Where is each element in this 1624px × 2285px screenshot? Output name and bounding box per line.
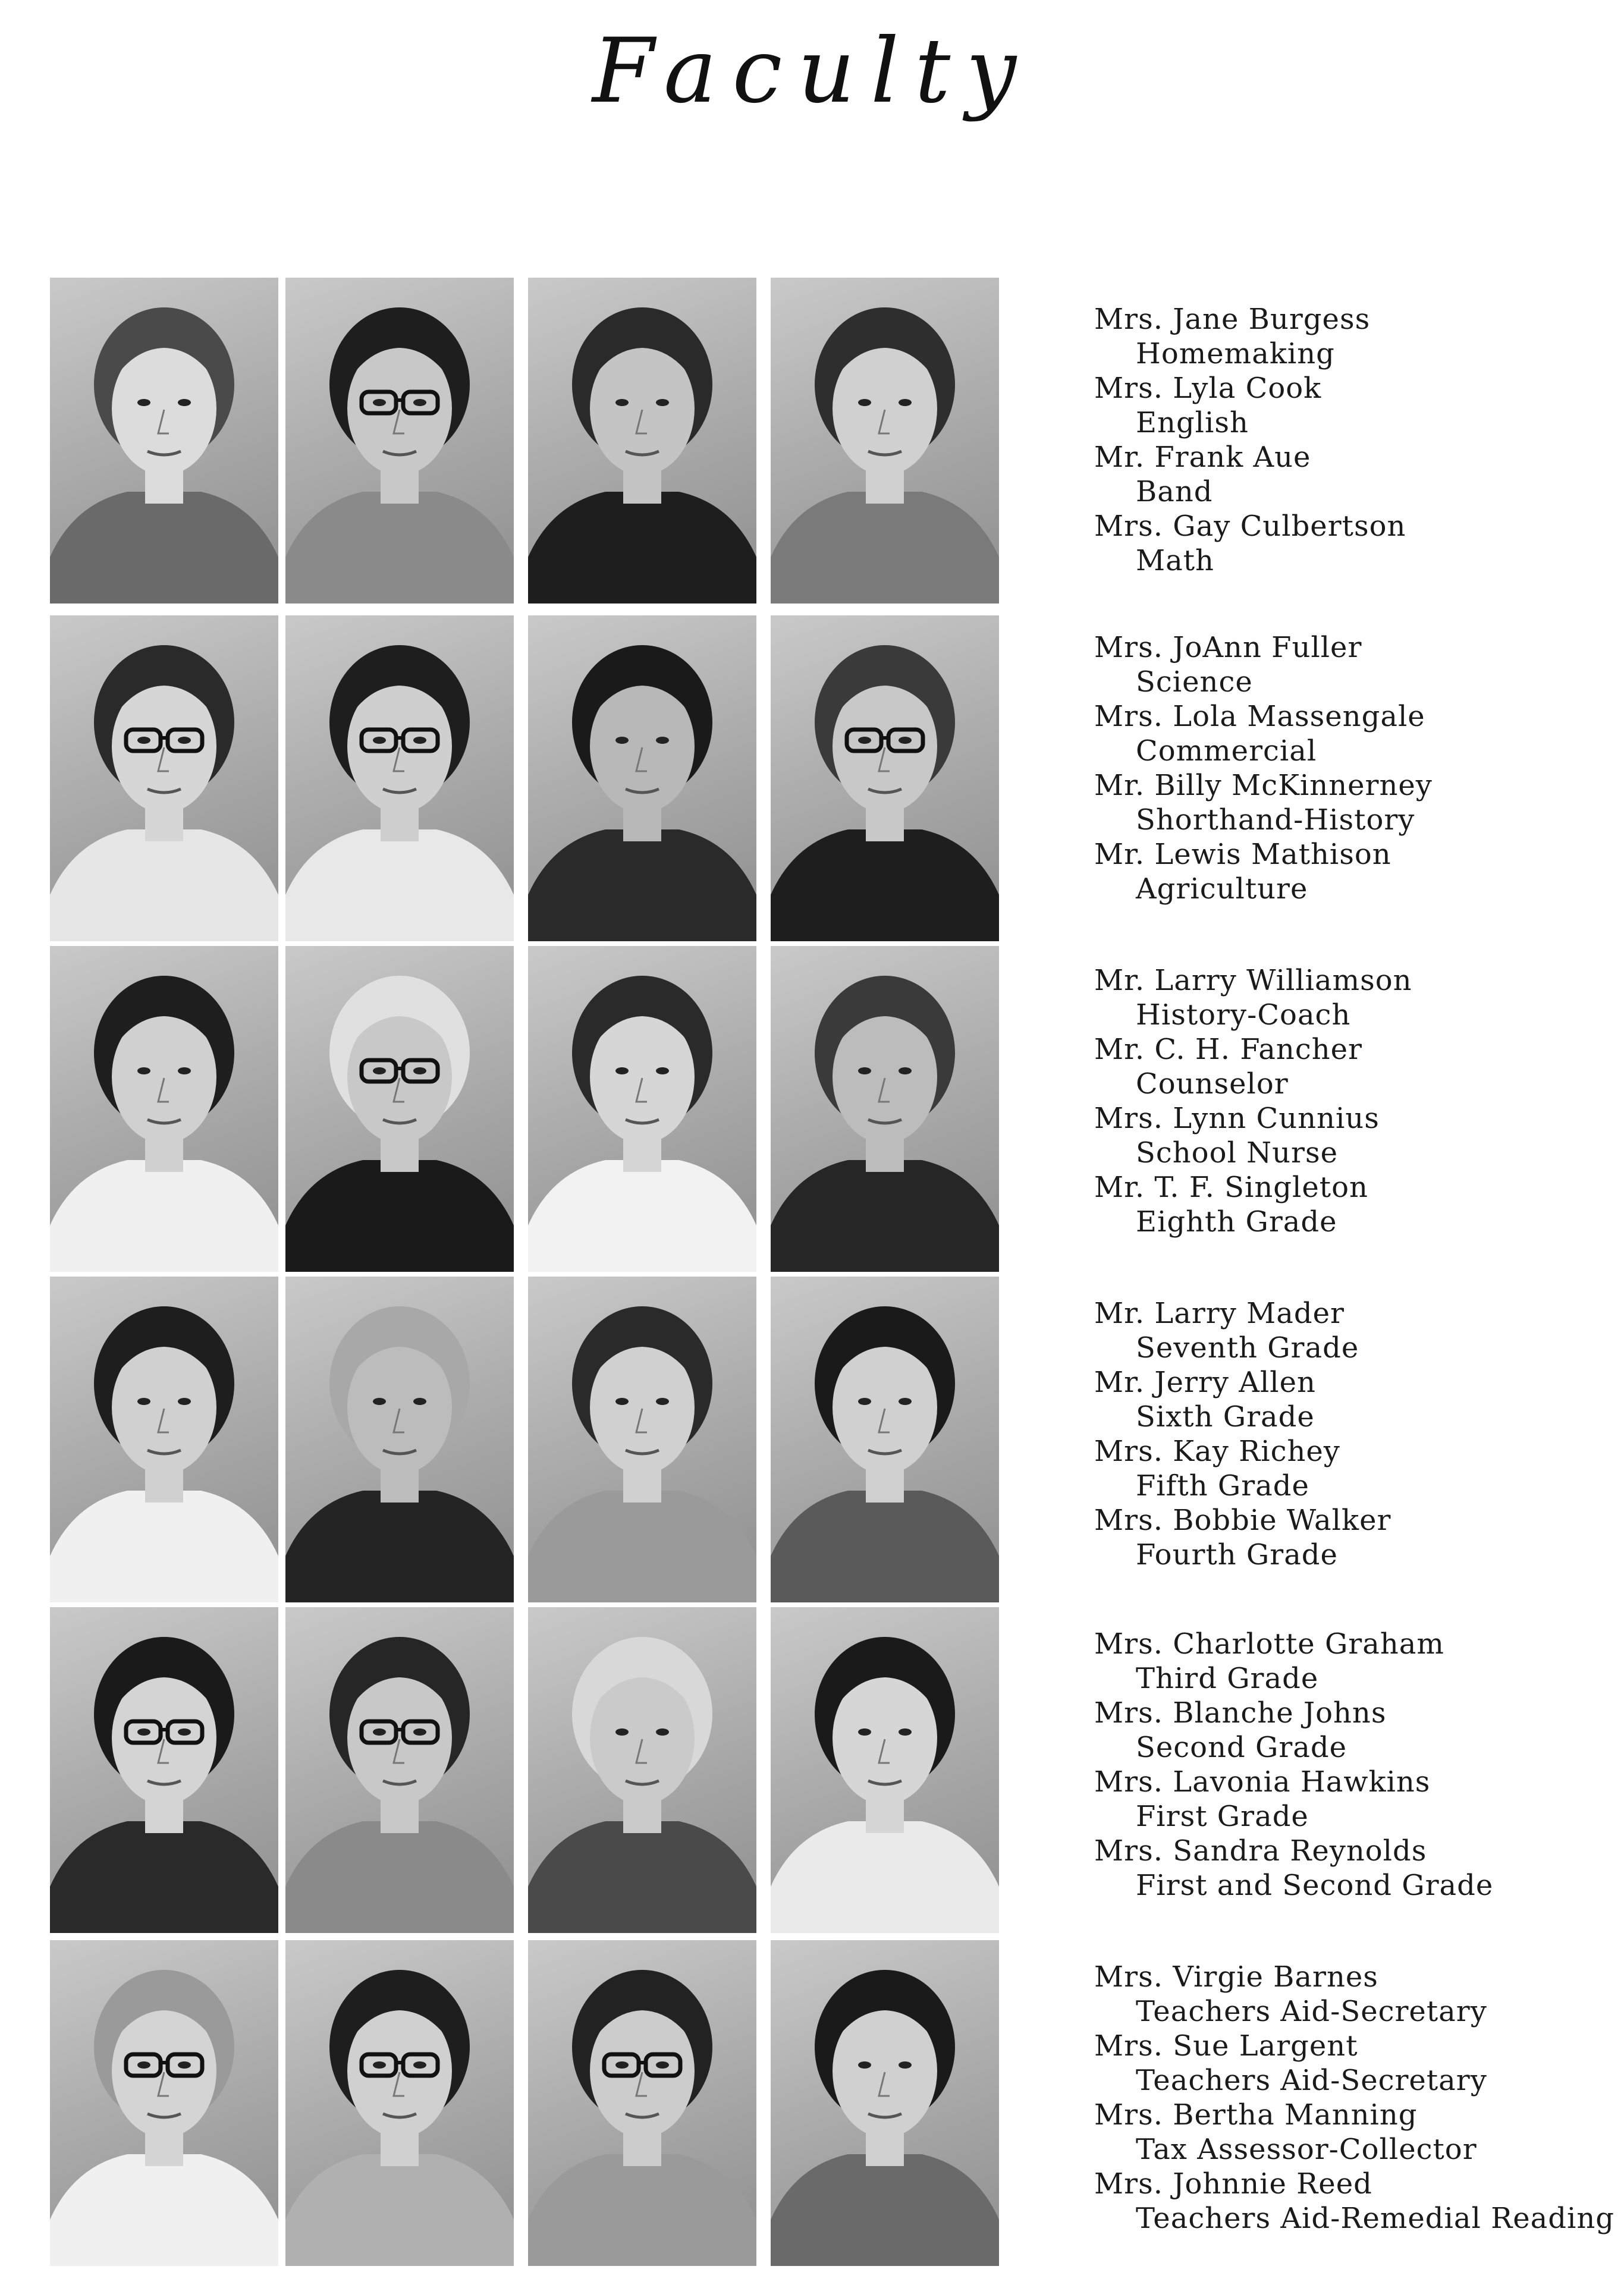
faculty-name: Mrs. Lyla Cook — [1094, 372, 1322, 405]
faculty-name: Mrs. Kay Richey — [1094, 1435, 1340, 1468]
faculty-entry — [1094, 768, 1606, 837]
faculty-entry — [1094, 371, 1606, 440]
faculty-name-group — [1094, 302, 1606, 578]
portrait-illustration — [528, 946, 756, 1272]
faculty-subject: School Nurse — [1136, 1136, 1338, 1170]
faculty-entry — [1094, 2029, 1606, 2098]
portrait-illustration — [528, 1940, 756, 2266]
faculty-entry — [1094, 440, 1606, 509]
faculty-subject: Band — [1136, 475, 1213, 508]
faculty-entry — [1094, 1170, 1606, 1239]
faculty-subject: First and Second Grade — [1136, 1869, 1494, 1902]
faculty-name: Mr. Larry Williamson — [1094, 964, 1412, 997]
portrait-illustration — [50, 1607, 278, 1933]
faculty-subject: Second Grade — [1136, 1731, 1347, 1764]
faculty-portrait — [285, 1940, 514, 2266]
faculty-name: Mr. Jerry Allen — [1094, 1366, 1316, 1399]
portrait-illustration — [50, 1277, 278, 1602]
faculty-portrait — [285, 1277, 514, 1602]
faculty-portrait — [50, 1277, 278, 1602]
faculty-entry — [1094, 1365, 1606, 1434]
faculty-photo-grid — [50, 278, 1007, 2280]
faculty-name: Mrs. JoAnn Fuller — [1094, 631, 1362, 664]
portrait-illustration — [285, 615, 514, 941]
faculty-entry — [1094, 2098, 1606, 2167]
faculty-name: Mr. Billy McKinnerney — [1094, 769, 1433, 802]
faculty-name: Mrs. Lola Massengale — [1094, 700, 1425, 733]
portrait-illustration — [285, 1277, 514, 1602]
faculty-entry — [1094, 302, 1606, 371]
faculty-name: Mrs. Blanche Johns — [1094, 1696, 1387, 1730]
faculty-entry — [1094, 509, 1606, 578]
faculty-entry — [1094, 1296, 1606, 1365]
portrait-illustration — [285, 278, 514, 604]
faculty-subject: Homemaking — [1136, 337, 1335, 370]
faculty-subject: Commercial — [1136, 734, 1317, 768]
faculty-entry — [1094, 1503, 1606, 1572]
portrait-illustration — [50, 946, 278, 1272]
faculty-entry — [1094, 1834, 1606, 1903]
portrait-illustration — [528, 615, 756, 941]
faculty-portrait — [771, 278, 999, 604]
faculty-subject: Teachers Aid-Secretary — [1136, 1995, 1487, 2028]
faculty-entry — [1094, 1696, 1606, 1765]
faculty-subject: Fifth Grade — [1136, 1469, 1309, 1503]
faculty-portrait — [285, 615, 514, 941]
faculty-subject: Science — [1136, 665, 1253, 699]
faculty-entry — [1094, 2167, 1614, 2236]
faculty-subject: Counselor — [1136, 1067, 1289, 1101]
portrait-illustration — [285, 946, 514, 1272]
faculty-portrait — [771, 1277, 999, 1602]
faculty-entry — [1094, 1434, 1606, 1503]
faculty-name: Mrs. Sue Largent — [1094, 2029, 1358, 2063]
faculty-name: Mr. Frank Aue — [1094, 441, 1311, 474]
faculty-portrait — [528, 615, 756, 941]
faculty-portrait — [50, 1940, 278, 2266]
faculty-entry — [1094, 837, 1606, 906]
portrait-illustration — [285, 1607, 514, 1933]
faculty-entry — [1094, 963, 1606, 1032]
faculty-name: Mrs. Virgie Barnes — [1094, 1960, 1378, 1994]
faculty-portrait — [528, 1607, 756, 1933]
portrait-illustration — [771, 615, 999, 941]
faculty-subject: Seventh Grade — [1136, 1331, 1359, 1365]
faculty-entry — [1094, 1032, 1606, 1101]
faculty-portrait — [528, 278, 756, 604]
faculty-portrait — [50, 946, 278, 1272]
faculty-portrait — [50, 278, 278, 604]
faculty-subject: English — [1136, 406, 1249, 439]
faculty-name: Mrs. Bertha Manning — [1094, 2098, 1418, 2132]
faculty-name: Mr. Larry Mader — [1094, 1297, 1345, 1330]
faculty-portrait — [771, 615, 999, 941]
page-title: Faculty — [592, 20, 1032, 123]
portrait-illustration — [771, 946, 999, 1272]
faculty-name: Mr. C. H. Fancher — [1094, 1033, 1362, 1066]
faculty-entry — [1094, 1765, 1606, 1834]
faculty-portrait — [528, 946, 756, 1272]
portrait-illustration — [771, 1607, 999, 1933]
faculty-name: Mrs. Lavonia Hawkins — [1094, 1765, 1431, 1799]
faculty-portrait — [285, 1607, 514, 1933]
faculty-name-group — [1094, 963, 1606, 1239]
faculty-subject: History-Coach — [1136, 998, 1351, 1032]
faculty-name: Mrs. Jane Burgess — [1094, 303, 1371, 336]
faculty-subject: First Grade — [1136, 1800, 1309, 1833]
faculty-subject: Eighth Grade — [1136, 1205, 1337, 1239]
faculty-portrait — [771, 946, 999, 1272]
faculty-name: Mrs. Johnnie Reed — [1094, 2167, 1372, 2201]
faculty-portrait — [285, 278, 514, 604]
portrait-illustration — [285, 1940, 514, 2266]
faculty-name: Mrs. Lynn Cunnius — [1094, 1102, 1380, 1135]
faculty-entry — [1094, 1960, 1606, 2029]
faculty-subject: Teachers Aid-Secretary — [1136, 2064, 1487, 2097]
faculty-portrait — [528, 1940, 756, 2266]
faculty-subject: Sixth Grade — [1136, 1400, 1315, 1434]
faculty-name-group — [1094, 1627, 1606, 1903]
faculty-name: Mrs. Charlotte Graham — [1094, 1627, 1444, 1661]
faculty-subject: Agriculture — [1136, 872, 1308, 906]
faculty-portrait — [50, 615, 278, 941]
faculty-subject: Fourth Grade — [1136, 1538, 1338, 1571]
portrait-illustration — [50, 278, 278, 604]
portrait-illustration — [771, 278, 999, 604]
faculty-portrait — [285, 946, 514, 1272]
faculty-portrait — [528, 1277, 756, 1602]
faculty-portrait — [50, 1607, 278, 1933]
faculty-name: Mrs. Sandra Reynolds — [1094, 1834, 1427, 1868]
faculty-entry — [1094, 630, 1606, 699]
faculty-name: Mrs. Gay Culbertson — [1094, 510, 1406, 543]
faculty-portrait — [771, 1607, 999, 1933]
faculty-name-group — [1094, 1296, 1606, 1572]
faculty-entry — [1094, 1101, 1606, 1170]
faculty-subject: Tax Assessor-Collector — [1136, 2133, 1477, 2166]
faculty-subject: Shorthand-History — [1136, 803, 1415, 837]
faculty-name: Mr. Lewis Mathison — [1094, 838, 1391, 871]
faculty-subject: Math — [1136, 544, 1214, 577]
faculty-subject: Third Grade — [1136, 1662, 1319, 1695]
faculty-name: Mrs. Bobbie Walker — [1094, 1504, 1391, 1537]
portrait-illustration — [50, 615, 278, 941]
portrait-illustration — [528, 1277, 756, 1602]
faculty-name-group — [1094, 1960, 1614, 2236]
portrait-illustration — [528, 278, 756, 604]
portrait-illustration — [771, 1940, 999, 2266]
faculty-subject: Teachers Aid-Remedial Reading — [1136, 2202, 1614, 2235]
portrait-illustration — [528, 1607, 756, 1933]
faculty-entry — [1094, 1627, 1606, 1696]
portrait-illustration — [771, 1277, 999, 1602]
faculty-portrait — [771, 1940, 999, 2266]
faculty-entry — [1094, 699, 1606, 768]
faculty-name: Mr. T. F. Singleton — [1094, 1171, 1368, 1204]
portrait-illustration — [50, 1940, 278, 2266]
faculty-name-group — [1094, 630, 1606, 906]
